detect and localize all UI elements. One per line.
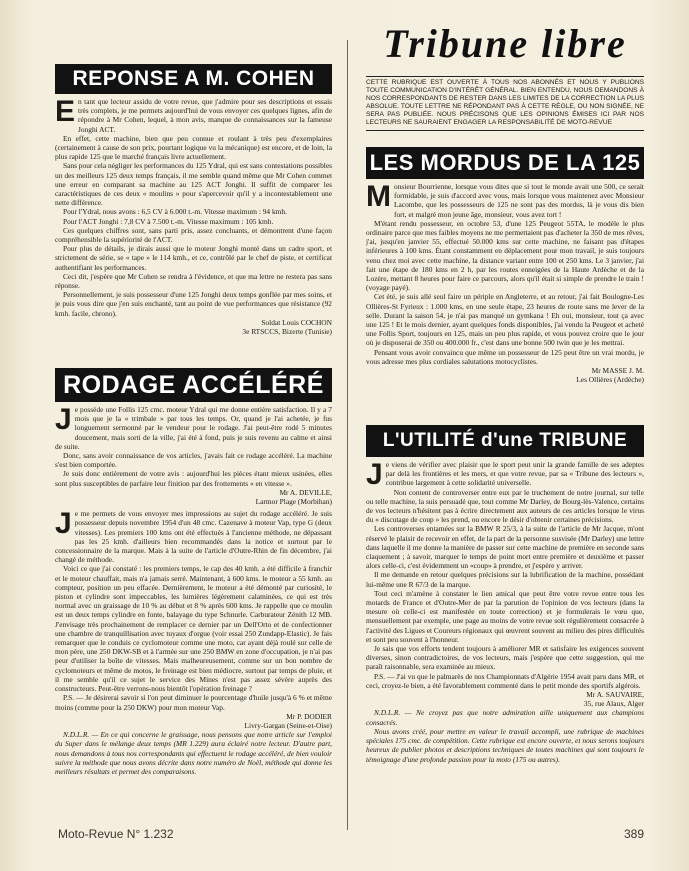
article-rodage-accelere: [55, 405, 332, 827]
paragraph: Ceci dit, j'espère que Mr Cohen se rendra à l'évidence, et que ma lettre ne restera pas sans réponse.: [55, 271, 332, 291]
heading-rodage-accelere: RODAGE ACCÉLÉRÉ: [55, 368, 332, 402]
dropcap: E: [55, 97, 76, 128]
paragraph: Donc, sans avoir connaissance de vos articles, j'avais fait ce rodage accéléré. La machine s'est bien comportée.: [55, 451, 332, 470]
paragraph: En effet, cette machine, bien que peu connue et roulant à très peu d'exemplaires (certainement à cause de son prix, pourtant logique vu la mécanique) est encore, et de loin, la plus rapide 125 que le marché français livre actuellement.: [55, 133, 332, 162]
paragraph: Pour l'Ydral, nous avons : 6,5 CV à 6.000 t.-m. Vitesse maximum : 94 kmh.: [63, 207, 287, 217]
paragraph: n tant que lecteur assidu de votre revue, que j'admire pour ses descriptions et essais très complets, je me permets aujourd'hui de vous envoyer ces quelques lignes, afin de répondre à Mr Cohen, lequel, à mon avis, manque de connaissances sur la fameuse Jonghi ACT.: [78, 97, 332, 134]
article-reponse-cohen: [55, 97, 332, 367]
paragraph: e me permets de vous envoyer mes impressions au sujet du rodage accéléré. Je suis possesseur depuis novembre 1954 d'un 48 cmc. Cazenave à moteur Vap, type G (deux vitesses). Les premiers 100 kms ont été effectués à l'ancienne méthode, ne dépassant pas les 25 kmh. d'ailleurs bien recommandés dans la notice et surtout par le concessionnaire de la marque. Mais à la suite de l'article d'Outre-Rhin de fin décembre, j'ai changé de méthode.: [55, 509, 332, 565]
paragraph: Pour plus de détails, je dirais aussi que le moteur Jonghi monté dans un cadre sport, et strictement de série, se « tape » le 114 kmh., et ce, contrôlé par le chef de piste, et certificat authentifiant les performances.: [55, 244, 332, 272]
paragraph: e viens de vérifier avec plaisir que le sport peut unir la grande famille de ses adeptes par delà les frontières et les mers, et que votre revue, par sa « Tribune des lecteurs », contribue largement à cette solidarité universelle.: [385, 460, 644, 488]
paragraph: Tout ceci m'amène à constater le lien amical que peut être votre revue entre tous les motards de France et d'Outre-Mer de par la parution de l'opinion de vos lecteurs (dans la mesure où celle-ci est manifestée en toute correction) et je formulerais le vœu que, mensuellement par exemple, une page au moins de votre revue soit régulièrement consacrée à l'activité des Ligues et Coureurs régionaux qui œuvrent souvent au milieu des pires difficultés et sont peu souvent à l'honneur.: [366, 588, 644, 644]
signature-place: Les Ollières (Ardèche): [576, 375, 644, 385]
dropcap: J: [366, 460, 383, 491]
dropcap: J: [55, 507, 72, 541]
signature-name: Mr P. DODIER: [286, 711, 332, 721]
signature-name: Mr A. DEVILLE,: [279, 487, 332, 497]
footer-page-number: 389: [624, 827, 645, 841]
paragraph: e possède une Follis 125 cmc. moteur Ydral qui me donne entière satisfaction. Il y a 7 mois que je la « trimbale » par tous les temps. Or, quand je l'ai achetée, je fus longuement sermonné par le vendeur pour le rodage. J'ai peut-être rodé 5 minutes doucement, mais sorti de la ville, j'ai été à fond, puis je suis revenu au calme et ainsi de suite.: [55, 405, 332, 451]
column-divider: [347, 40, 348, 830]
dropcap: M: [366, 182, 391, 213]
article-mordus-125: [366, 182, 644, 422]
editor-note: N.D.L.R. — Ne croyez pas que notre admiration aille uniquement aux champions consacrés.: [366, 708, 644, 727]
paragraph: P.S. — Je désirerai savoir si l'on peut diminuer le pourcentage d'huile jusqu'à 6 % et même moins (comme pour la 250 DKW) pour mon moteur Vap.: [55, 693, 332, 712]
tribune-intro: CETTE RUBRIQUE EST OUVERTE À TOUS NOS ABONNÉS ET NOUS Y PUBLIONS TOUTE COMMUNICATION D'INTÉRÊT GÉNÉRAL. BIEN ENTENDU, NOUS DEMANDONS À NOS CORRESPONDANTS DE RESTER DANS LES LIMITES DE LA CORRECTION LA PLUS ABSOLUE. TOUTE LETTRE NE RÉPONDANT PAS À CETTE RÈGLE, OU NON SIGNÉE, NE SERA PAS PUBLIÉE. NOUS PRÉCISONS QUE LES OPINIONS ÉMISES ICI PAR NOS LECTEURS NE SAURAIENT ENGAGER LA RESPONSABILITÉ DE MOTO-REVUE: [366, 76, 644, 131]
paragraph: Je suis donc entièrement de votre avis : aujourd'hui les pièces étant mieux usinées, elles sont plus susceptibles de parfaire leur finition par des frottements « en vitesse ».: [55, 469, 332, 488]
tribune-libre-masthead: [366, 20, 644, 72]
tribune-libre-title: Tribune libre: [383, 21, 627, 66]
editor-note: Nous avons créé, pour mettre en valeur le travail accompli, une rubrique de machines spéciales 175 cmc. de compétition. Cette rubrique est encore ouverte, et nous serons toujours heureux de publier photos et descriptions techniques de toutes machines qui sont toujours le témoignage d'une profonde passion pour la moto (175 ou autres).: [366, 726, 644, 764]
paragraph: Pensant vous avoir convaincu que même un possesseur de 125 peut être un vrai mordu, je vous adresse mes plus cordiales salutations motocyclistes.: [366, 347, 644, 366]
dropcap: J: [55, 405, 72, 436]
heading-utilite-tribune: L'UTILITÉ d'une TRIBUNE: [366, 425, 644, 457]
paragraph: Ces quelques chiffres sont, sans parti pris, assez concluants, et démontrent d'une façon compréhensible la supériorité de l'ACT.: [55, 225, 332, 245]
paragraph: Cet été, je suis allé seul faire un périple en Angleterre, et au retour, j'ai fait Boulogne-Les Ollières-St Fyrieux : 1.000 kms, en une seule étape, 23 heures de route sans me lever de la selle. Durant la saison 54, je n'ai pas manqué un gymkana ! Eh oui, monsieur, tout ça avec une 125 ! Et le mois dernier, ayant quelques fonds disponibles, j'ai vendu la Peugeot et acheté une Follis Sport, toujours en 125, mais un peu plus rapide, et vous pouvez croire que le jour où je disposerai de 350 ou 400.000 fr., c'est dans une bonne 500 twin que je les mettrai.: [366, 292, 644, 348]
paragraph: Voici ce que j'ai constaté : les premiers temps, le cap des 40 kmh. a été difficile à franchir et le moteur chauffait, mais n'a jamais serré. Maintenant, à 600 kms. le moteur a 55 kmh. au compteur, position un peu effacée. Dernièrement, le moteur a été démonté par curiosité, le piston et cylindre sont impeccables, les lumières légèrement calaminées, ce qui est très normal avec un graissage de 10 % au début et 8 % après 600 kms. Je rappelle que ce moulin est un deux temps cylindre en fonte, balayage du type Schnurle. Carburateur Zénith 12 MB. J'envisage très prochainement de remplacer ce dernier par un Dell'Orto et de confectionner une chambre de tranquillisation avec tuyaux d'orgue (voir essai 250 Zundapp-Elastic). Je fais remarquer que le conduis ce cyclomoteur comme une moto, car ayant déjà roulé sur celle de mon père, une 250 DKW-SB et à l'armée sur une 250 BMW en zone d'occupation, je n'ai pas peur d'utiliser la boîte de vitesses. Mais malheureusement, comme sur un bon nombre de cyclomoteurs et même de motos, le freinage est bien médiocre, surtout par temps de pluie, et il me semble qu'il ce sujet le service des Mines n'est pas assez sévère auprès des constructeurs. Peut-être verrons-nous bientôt l'opération freinage ?: [55, 564, 332, 694]
paragraph: P.S. — J'ai vu que le palmarès de nos Championnats d'Algérie 1954 avait paru dans MR, et ceci, croyez-le bien, a été favorablement commenté dans le petit monde des sportifs algérois.: [366, 671, 644, 690]
paragraph: Je sais que vos efforts tendent toujours à améliorer MR et satisfaire les exigences souvent diverses, sinon contradictoires, de vos lecteurs, mais j'espère que cette suggestion, qui me paraît raisonnable, sera examinée au mieux.: [366, 644, 644, 672]
editor-note: N.D.L.R. — En ce qui concerne le graissage, nous pensons que notre article sur l'emploi du Super dans le mélange deux temps (MR 1.229) aura éclairé notre lecteur. D'autre part, nous demandons à tous nos correspondants qui effectuent le rodage accéléré, de bien vouloir suivre la méthode que nous avons décrite dans notre numéro de Noël, méthode qui donne les meilleurs résultats et permet des comparaisons.: [55, 730, 332, 776]
signature-name: Mr MASSE J. M.: [591, 366, 644, 376]
heading-mordus-125: LES MORDUS DE LA 125: [366, 147, 644, 179]
paragraph: Non content de controverser entre eux par le truchement de notre journal, sur telle ou telle machine, la suis persuadé que, tout comme Mr Darley, de Bourg-lès-Valence, certains de vos lecteurs n'hésitent pas à écrire directement aux auteurs de ces articles lorsque le virus du « discutage de coup » les prend, ou encore le désir d'obtenir certaines précisions.: [366, 487, 644, 525]
heading-reponse-cohen: REPONSE A M. COHEN: [55, 64, 332, 94]
paragraph: Pour l'ACT Jonghi : 7,8 CV à 7.500 t.-m. Vitesse maximum : 105 kmh.: [63, 216, 274, 226]
footer-publication: Moto-Revue N° 1.232: [58, 827, 174, 841]
signature-place: Larmor Plage (Morbihan): [255, 497, 332, 507]
signature-place: 3e RTSCCS, Bizerte (Tunisie): [242, 327, 332, 337]
paragraph: M'étant rendu possesseur, en octobre 53, d'une 125 Peugeot 55TA, le modèle le plus ordinaire parce que mes faibles moyens ne me permettaient pas d'acheter la 350 de mes rêves, j'ai, jusqu'en janvier 55, effectué 50.000 kms sur cette machine, ne faisant pas d'étapes inférieures à 100 kms. Étant constamment en déplacement pour mon travail, je suis toujours venu chez moi avec cette machine, la distance variant entre 100 et 250 kms. Le 3 janvier, j'ai fait une étape de 180 kms en 2 h, par les routes enneigées de la Haute Ardèche et de la Lozère, mettant 8 heures pour faire ce parcours, alors qu'il était si simple de prendre le train ! (voyage payé).: [366, 218, 644, 293]
paragraph: Sans pour cela négliger les performances du 125 Ydral, qui est sans contestations possibles un des meilleurs 125 deux temps français, il me semble quand même que Mr Cohen commet une erreur en comparant sa machine au 125 ACT Jonghi. Il suffit de comparer les caractéristiques de ces deux « moulins » pour s'apercevoir qu'il y a incontestablement une nette différence.: [55, 161, 332, 208]
paragraph: Personnellement, je suis possesseur d'une 125 Jonghi deux temps gonflée par mes soins, et je puis vous dire que j'en suis enchanté, tant au point de vue performances que résistance (92 kmh. facile, chrono).: [55, 290, 332, 318]
signature-name: Soldat Louis COCHON: [261, 317, 332, 327]
paragraph: onsieur Bourrienne, lorsque vous dites que si tout le monde avait une 500, ce serait formidable, je suis d'accord avec vous, mais lorsque vous maintenez avec Monsieur Lacombe, que les possesseurs de 125 ne sont pas des mordus, là je vous dis bien fort, et malgré mon jeune âge, monsieur, vous avez tort !: [394, 182, 644, 219]
paragraph: Les controverses entamées sur la BMW R 25/3, à la suite de l'article de Mr Jacque, m'ont réservé le plaisir de recevoir en effet, de la part de la personne susvisée (Mr Darley) une lettre dans laquelle il me donne la manière de passer sur cette machine de première en seconde sans claquement ; à savoir, marquer le temps de point mort entre première et deuxième et passer alors celle-ci, c'est évidemment un «coup» à prendre, et j'espère y arriver.: [366, 524, 644, 571]
paragraph: Il me demande en retour quelques précisions sur la lubrification de la machine, possédant lui-même une R 67/3 de la marque.: [366, 570, 644, 589]
signature-name: Mr A. SAUVAIRE,: [586, 690, 644, 700]
signature-place: 35, rue Alaux, Alger: [583, 699, 644, 709]
signature-place: Livry-Gargan (Seine-et-Oise): [244, 720, 332, 730]
article-utilite-tribune: [366, 460, 644, 826]
